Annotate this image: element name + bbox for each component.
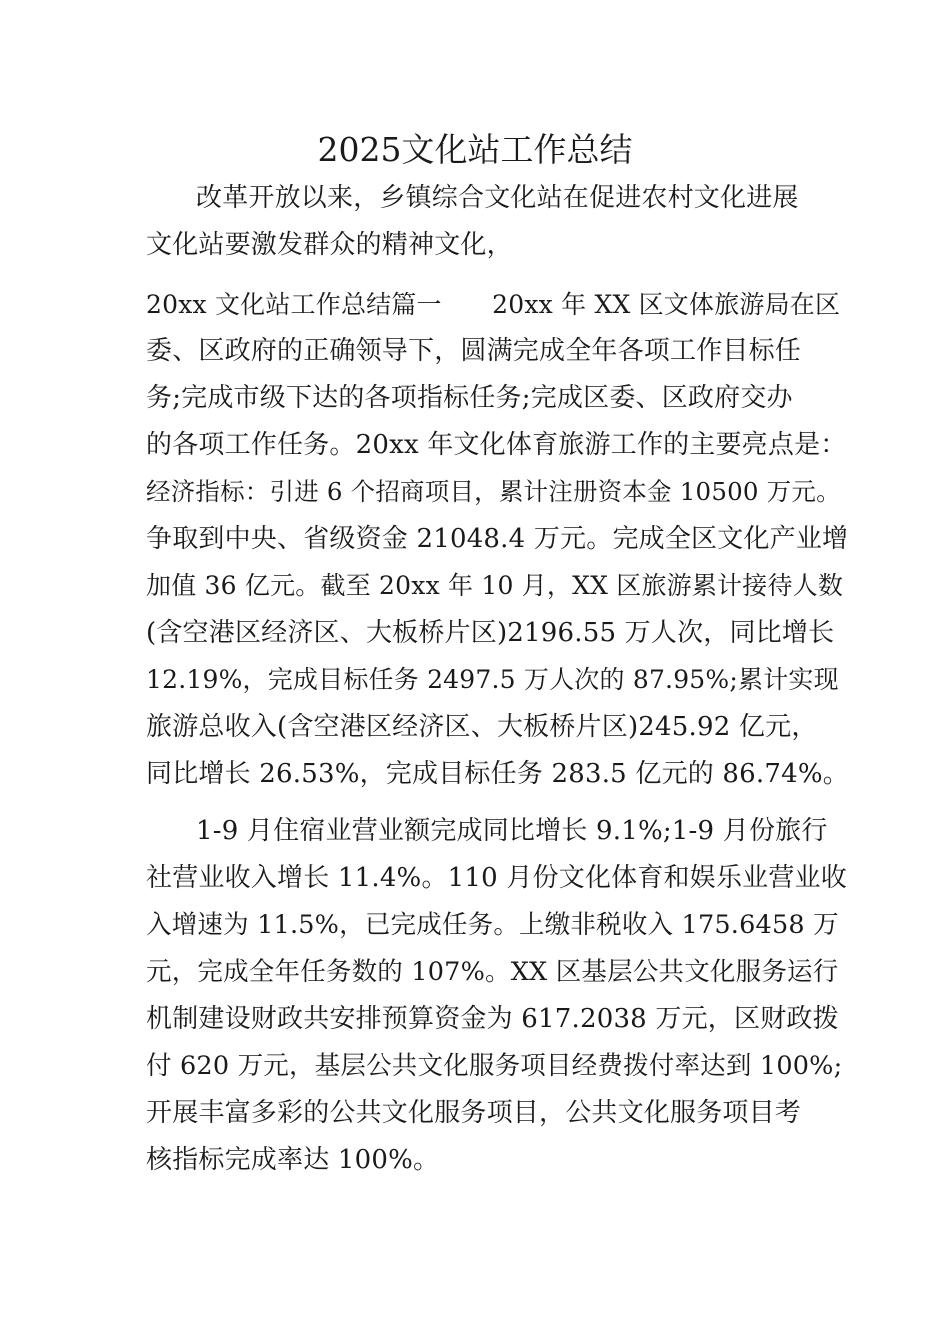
text-line: 争取到中央、省级资金 21048.4 万元。完成全区文化产业增 — [146, 524, 849, 554]
text-line: 元，完成全年任务数的 107%。XX 区基层公共文化服务运行 — [146, 957, 839, 987]
text-line: 付 620 万元，基层公共文化服务项目经费拨付率达到 100%; — [146, 1051, 843, 1081]
text-line: 核指标完成率达 100%。 — [146, 1145, 440, 1175]
text-line: 入增速为 11.5%，已完成任务。上缴非税收入 175.6458 万 — [146, 910, 839, 940]
text-line: 1-9 月住宿业营业额完成同比增长 9.1%;1-9 月份旅行 — [196, 816, 828, 846]
text-line: 经济指标：引进 6 个招商项目，累计注册资本金 10500 万元。 — [146, 477, 841, 506]
text-line: 12.19%，完成目标任务 2497.5 万人次的 87.95%;累计实现 — [146, 665, 839, 694]
text-line: 社营业收入增长 11.4%。110 月份文化体育和娱乐业营业收 — [146, 863, 847, 893]
text-line: 开展丰富多彩的公共文化服务项目，公共文化服务项目考 — [146, 1098, 802, 1128]
text-line: 文化站要激发群众的精神文化， — [146, 230, 513, 260]
text-line: (含空港区经济区、大板桥片区)2196.55 万人次，同比增长 — [146, 618, 835, 648]
text-line: 同比增长 26.53%，完成目标任务 283.5 亿元的 86.74%。 — [146, 759, 849, 789]
text-line: 的各项工作任务。20xx 年文化体育旅游工作的主要亮点是： — [146, 430, 847, 460]
text-line: 加值 36 亿元。截至 20xx 年 10 月，XX 区旅游累计接待人数 — [146, 571, 844, 600]
text-line: 委、区政府的正确领导下，圆满完成全年各项工作目标任 — [146, 336, 802, 366]
text-line: 旅游总收入(含空港区经济区、大板桥片区)245.92 亿元， — [146, 712, 818, 742]
text-line: 机制建设财政共安排预算资金为 617.2038 万元，区财政拨 — [146, 1004, 839, 1034]
text-line: 务;完成市级下达的各项指标任务;完成区委、区政府交办 — [146, 383, 793, 413]
text-line: 20xx 文化站工作总结篇一 20xx 年 XX 区文体旅游局在区 — [146, 290, 841, 319]
text-line: 改革开放以来，乡镇综合文化站在促进农村文化进展 — [196, 183, 799, 213]
document-title: 2025文化站工作总结 — [317, 130, 633, 169]
